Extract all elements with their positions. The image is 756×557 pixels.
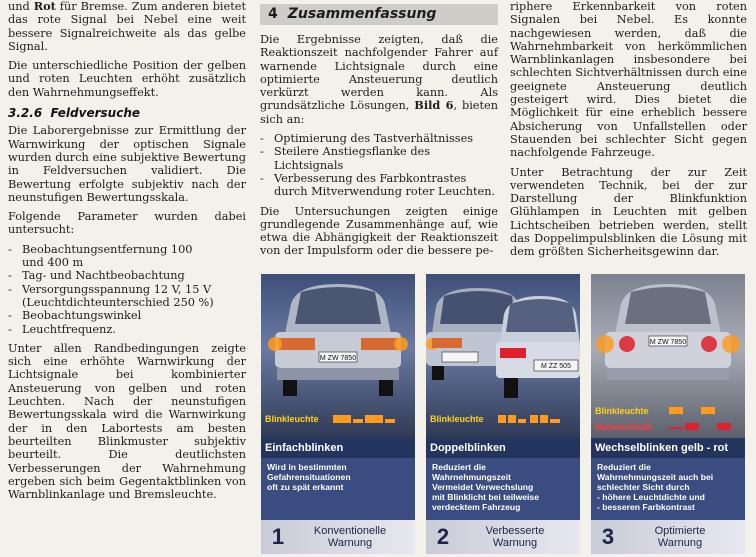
car-rear-fog-illustration — [591, 274, 745, 404]
paragraph: Die Untersuchungen zeigten einige grundlegende Zusammenhänge auf, wie etwa die Abhängigkeit der Reaktionszeit von der Impulsform oder die bessere pe- — [260, 204, 498, 258]
lamp-label: Blinkleuchte — [595, 406, 649, 416]
chapter-heading — [260, 4, 498, 25]
section-number: 3.2.6 — [8, 106, 43, 121]
parameter-list — [8, 243, 246, 336]
list-item: (Leuchtdichteunterschied 250 %) — [22, 295, 214, 309]
panel-number: 1 — [271, 524, 285, 549]
panel-caption: Verbesserte Warnung — [485, 525, 545, 549]
panel-caption: Optimierte Warnung — [654, 525, 706, 549]
solution-list — [260, 132, 498, 198]
panel-caption: Konventionelle Warnung — [313, 525, 387, 549]
figure-panel-1 — [261, 274, 415, 554]
list-item: - Verbesserung des Farbkontrastes durch Mitverwendung roter Leuchten. — [260, 172, 498, 199]
paragraph: riphere Erkennbarkeit von roten Signalen bei Nebel. Es konnte nachgewiesen werden, daß die Wahrnehmbarkeit von herkömmlichen Warnblinkanlagen insbesondere bei schlechten Sichtverhältnissen durch eine geeignete Ansteuerung deutlich gesteigert wird. Dies bietet die Möglichkeit für eine erheblich bessere Absicherung von Unfallstellen oder Stauenden bei schlechter Sicht gegen nachfolgende Fahrzeuge. — [510, 0, 747, 160]
license-plate: M ZW 7850 — [319, 355, 357, 362]
panel-description: Wird in bestimmten Gefahrensituationen oft zu spät erkannt — [261, 458, 415, 520]
paragraph: Die Ergebnisse zeigten, daß die Reaktionszeit nachfolgender Fahrer auf warnende Lichtsignale durch eine optimierte Ansteuerung deutlich verkürzt werden kann. Als grundsätzliche Lösungen, Bild 6, bieten sich an: — [260, 33, 498, 126]
fog-light-left — [619, 336, 635, 352]
paragraph: und Rot für Bremse. Zum anderen bietet das rote Signal bei Nebel eine weit bessere Signalreichweite als das gelbe Signal. — [8, 0, 246, 53]
license-plate: M ZZ 505 — [541, 363, 571, 370]
list-item: - Beobachtungsentfernung 100 — [8, 243, 246, 256]
panel-title: Wechselblinken gelb - rot — [591, 438, 745, 458]
chapter-title: Zusammenfassung — [287, 5, 437, 22]
panel-title: Doppelblinken — [426, 438, 580, 458]
list-item: - Beobachtungswinkel — [8, 309, 246, 322]
section-title: Feldversuche — [50, 106, 140, 121]
list-item: - Tag- und Nachtbeobachtung — [8, 269, 246, 282]
blinker-glow-right — [722, 335, 740, 353]
panel-footer — [591, 520, 745, 554]
lamp-label: Blinkleuchte — [430, 414, 484, 424]
fog-light-right — [701, 336, 717, 352]
panel-number: 2 — [436, 524, 450, 549]
lamp-label: Nebelschlußl. — [595, 422, 654, 432]
list-item: - Leuchtfrequenz. — [8, 323, 246, 336]
list-item: - Optimierung des Tastverhältnisses — [260, 132, 498, 145]
list-item: und 400 m — [22, 256, 84, 270]
text-column-1 — [8, 0, 246, 507]
blink-pattern-icon — [426, 404, 580, 438]
car-rear-illustration — [261, 274, 415, 404]
paragraph: Unter Betrachtung der zur Zeit verwendeten Technik, bei der zur Darstellung der Blinkfunktion Glühlampen in Leuchten mit gelben Lichtscheiben betrieben werden, stellt das Doppelimpulsblinken die Lösung mit dem größten Sicherheitsgewinn dar. — [510, 165, 747, 259]
panel-description: Reduziert die Wahrnehmungszeit auch bei schlechter Sicht durch - höhere Leuchtdichte und - besseren Farbkontrast — [591, 458, 745, 520]
blinker-glow-left — [596, 335, 614, 353]
panel-number: 3 — [601, 524, 615, 549]
tail-light-right — [361, 338, 397, 350]
panel-title: Einfachblinken — [261, 438, 415, 458]
paragraph: Die unterschiedliche Position der gelben und roten Leuchten erhöht zusätzlich den Wahrnehmungseffekt. — [8, 59, 246, 99]
tail-light-left — [279, 338, 315, 350]
figure-panel-2 — [426, 274, 580, 554]
blink-pattern-icon — [591, 404, 745, 438]
list-item: - Versorgungsspannung 12 V, 15 V — [8, 283, 246, 296]
chapter-number: 4 — [268, 5, 278, 22]
signal-pattern — [261, 404, 415, 438]
paragraph: Unter allen Randbedingungen zeigte sich eine erhöhte Warnwirkung der Lichtsignale bei kombinierter Ansteuerung von gelben und roten Leuchten. Nach der neunstufigen Bewertungsskala wird die Warnwirkung der in den Labortests am besten beurteilten Blinkmuster subjektiv beurteilt. Die deutlichsten Verbesserungen der Wahrnehmung ergeben sich beim Gegentaktblinken von Warnblinkanlage und Bremsleuchte. — [8, 341, 246, 502]
panel-description: Reduziert die Wahrnehmungszeit Vermeidet Verwechslung mit Blinklicht bei teilweise verdecktem Fahrzeug — [426, 458, 580, 520]
paragraph: Die Laborergebnisse zur Ermittlung der Warnwirkung der optischen Signale wurden durch eine subjektive Bewertung in Feldversuchen validiert. Die Bewertung erfolgte subjektiv nach der neunstufigen Bewertungsskala. — [8, 124, 246, 204]
blinker-glow-right — [394, 337, 408, 351]
signal-pattern — [591, 404, 745, 438]
panel-footer — [261, 520, 415, 554]
signal-pattern — [426, 404, 580, 438]
text-column-2 — [260, 0, 498, 264]
blink-pattern-icon — [261, 404, 415, 438]
list-item: - Steilere Anstiegsflanke des Lichtsignals — [260, 145, 498, 172]
text-column-3 — [510, 0, 747, 265]
two-cars-illustration — [426, 274, 580, 404]
panel-footer — [426, 520, 580, 554]
paragraph: Folgende Parameter wurden dabei untersucht: — [8, 210, 246, 237]
license-plate: M ZW 7850 — [649, 339, 687, 346]
blinker-glow-left — [268, 337, 282, 351]
lamp-label: Blinkleuchte — [265, 414, 319, 424]
figure-warning-comparison — [261, 274, 749, 554]
figure-panel-3 — [591, 274, 745, 554]
section-heading — [8, 107, 246, 120]
